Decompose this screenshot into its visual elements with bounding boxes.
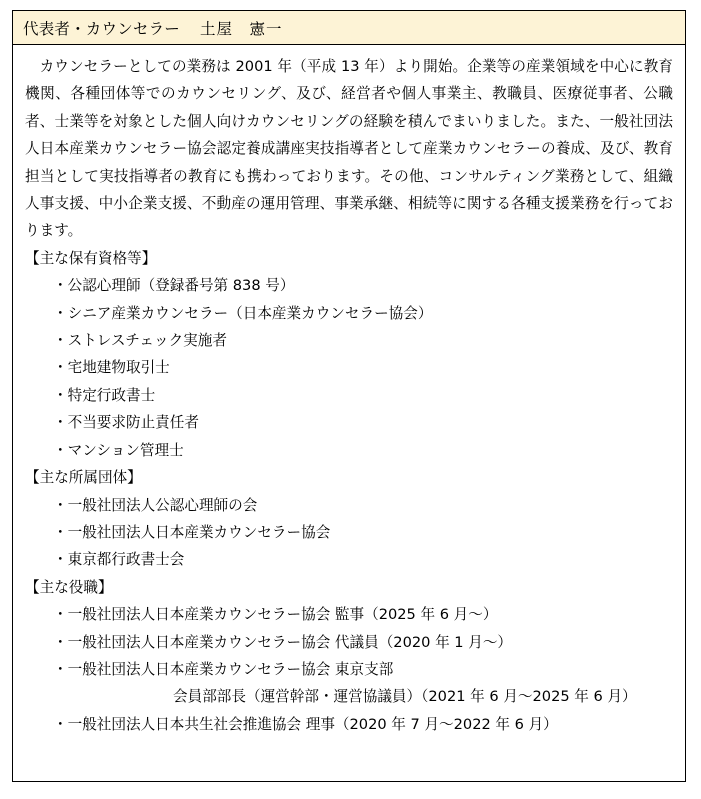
list-item: ・特定行政書士 bbox=[53, 386, 156, 404]
list-item: ・マンション管理士 bbox=[53, 441, 184, 459]
list-item: ・一般社団法人日本共生社会推進協会 理事（2020 年 7 月～2022 年 6 月） bbox=[53, 715, 558, 733]
list-item: ・東京都行政書士会 bbox=[53, 551, 185, 569]
list-item: ・一般社団法人日本産業カウンセラー協会 監事（2025 年 6 月～） bbox=[53, 606, 498, 624]
intro-paragraph: カウンセラーとしての業務は 2001 年（平成 13 年）より開始。企業等の産業領域を中心に教育機関、各種団体等でのカウンセリング、及び、経営者や個人事業主、教職員、医療従事者、公職者、士業等を対象とした個人向けカウンセリングの経験を積んでまいりました。また、一般社団法人日本産業カウンセラー協会認定養成講座実技指導者として産業カウンセラーの養成、及び、教育担当として実技指導者の教育にも携わっております。その他、コンサルティング業務として、組織人事支援、中小企業支援、不動産の運用管理、事業承継、相続等に関する各種支援業務を行っております。 bbox=[25, 58, 673, 240]
positions-heading: 【主な役職】 bbox=[25, 578, 113, 596]
header-title: 代表者・カウンセラー bbox=[23, 19, 181, 38]
qualifications-list bbox=[25, 272, 673, 464]
list-item: ・一般社団法人公認心理師の会 bbox=[53, 496, 258, 514]
list-item: ・不当要求防止責任者 bbox=[53, 414, 199, 432]
list-item: ・公認心理師（登録番号第 838 号） bbox=[53, 277, 295, 295]
positions-list bbox=[25, 601, 673, 738]
profile-header bbox=[13, 11, 685, 45]
list-item: ・一般社団法人日本産業カウンセラー協会 代議員（2020 年 1 月～） bbox=[53, 633, 513, 651]
representative-name: 土屋 憲一 bbox=[200, 19, 283, 38]
list-item: ・一般社団法人日本産業カウンセラー協会 bbox=[53, 523, 331, 541]
list-item bbox=[53, 656, 673, 711]
profile-box bbox=[12, 10, 686, 782]
affiliations-heading: 【主な所属団体】 bbox=[25, 469, 142, 487]
list-item: ・宅地建物取引士 bbox=[53, 359, 170, 377]
list-item: ・シニア産業カウンセラー（日本産業カウンセラー協会） bbox=[53, 304, 433, 322]
position-line: ・一般社団法人日本産業カウンセラー協会 東京支部 bbox=[53, 660, 394, 678]
position-continuation: 会員部部長（運営幹部・運営協議員）（2021 年 6 月～2025 年 6 月） bbox=[173, 688, 637, 706]
list-item: ・ストレスチェック実施者 bbox=[53, 332, 227, 350]
affiliations-list bbox=[25, 492, 673, 574]
profile-content bbox=[13, 45, 685, 738]
qualifications-heading: 【主な保有資格等】 bbox=[25, 249, 157, 267]
